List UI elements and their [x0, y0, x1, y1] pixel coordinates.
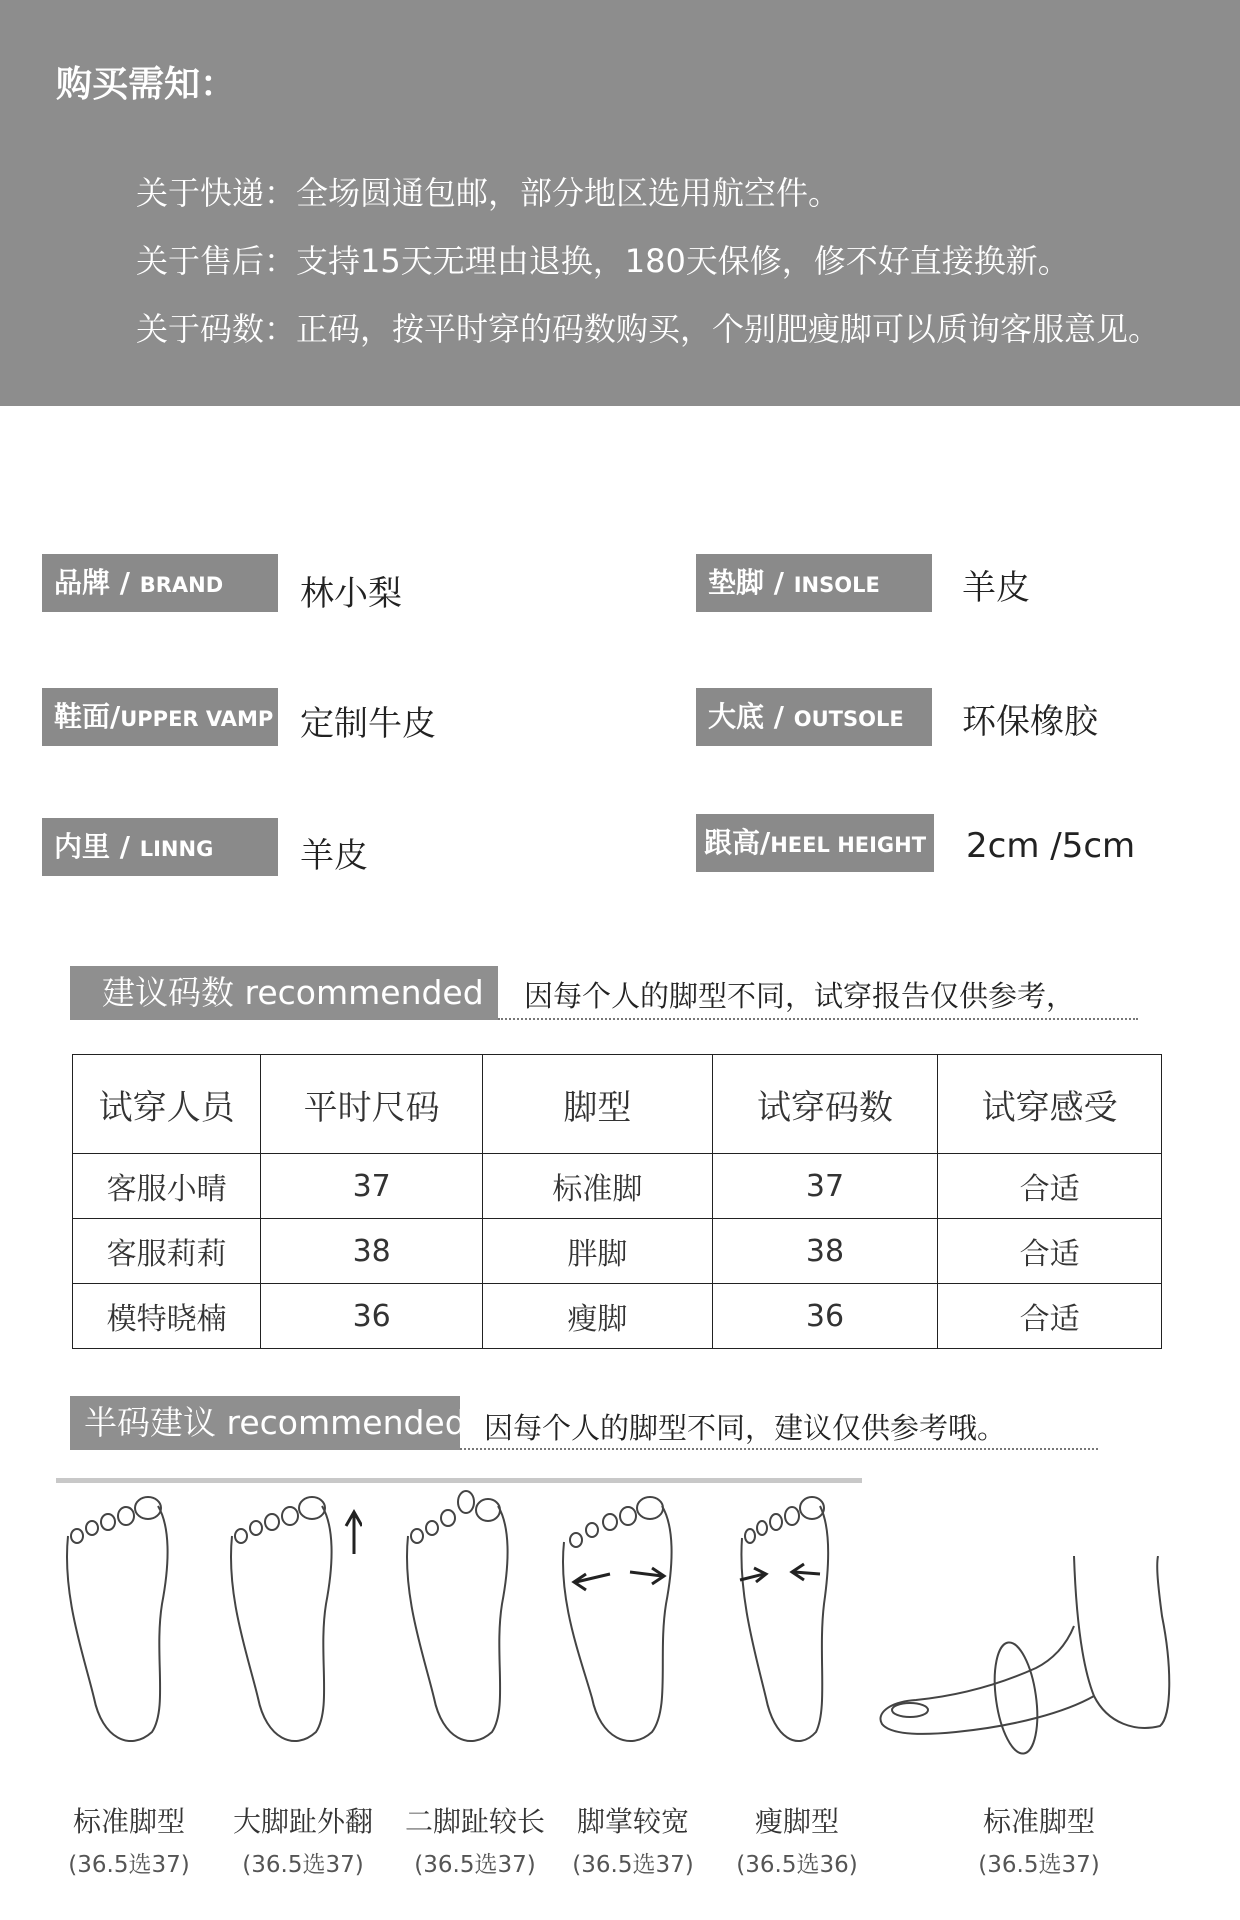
notice-aftersales: 关于售后：支持15天无理由退换，180天保修，修不好直接换新。 — [136, 242, 1070, 280]
table-cell: 37 — [712, 1154, 938, 1219]
foot-type-side-standard: 标准脚型 (36.5选37) — [978, 1805, 1100, 1878]
table-header: 试穿人员 — [73, 1055, 261, 1154]
table-cell: 38 — [261, 1219, 483, 1284]
table-cell: 36 — [712, 1284, 938, 1349]
recommend-heading: 建议码数 recommended — [70, 966, 498, 1020]
spec-label-heel: 跟高/HEEL HEIGHT — [696, 814, 934, 872]
half-size-heading: 半码建议 recommended — [70, 1396, 460, 1450]
trial-table — [72, 1054, 1162, 1349]
table-cell: 合适 — [938, 1154, 1162, 1219]
table-header: 试穿感受 — [938, 1055, 1162, 1154]
long-second-toe-icon — [398, 1486, 518, 1758]
notice-shipping: 关于快递：全场圆通包邮，部分地区选用航空件。 — [136, 174, 841, 212]
spec-value-outsole: 环保橡胶 — [962, 702, 1098, 742]
standard-foot-icon — [58, 1486, 178, 1758]
spec-label-insole: 垫脚 / INSOLE — [696, 554, 932, 612]
table-cell: 瘦脚 — [483, 1284, 713, 1349]
spec-label-upper: 鞋面/UPPER VAMP — [42, 688, 278, 746]
table-cell: 38 — [712, 1219, 938, 1284]
half-size-divider — [460, 1448, 1098, 1450]
foot-type-wide: 脚掌较宽 (36.5选37) — [572, 1805, 694, 1878]
spec-value-lining: 羊皮 — [300, 836, 368, 876]
table-header-row — [73, 1055, 1162, 1154]
side-foot-icon — [876, 1556, 1176, 1766]
table-header: 脚型 — [483, 1055, 713, 1154]
table-cell: 合适 — [938, 1284, 1162, 1349]
recommend-note: 因每个人的脚型不同，试穿报告仅供参考， — [524, 979, 1076, 1013]
wide-foot-icon — [558, 1486, 678, 1758]
foot-type-slim: 瘦脚型 (36.5选36) — [736, 1805, 858, 1878]
spec-value-insole: 羊皮 — [962, 568, 1030, 608]
half-size-note: 因每个人的脚型不同，建议仅供参考哦。 — [484, 1411, 1007, 1445]
spec-label-outsole: 大底 / OUTSOLE — [696, 688, 932, 746]
spec-value-upper: 定制牛皮 — [300, 704, 436, 744]
spec-label-lining: 内里 / LINNG — [42, 818, 278, 876]
table-cell: 合适 — [938, 1219, 1162, 1284]
recommend-divider — [498, 1018, 1138, 1020]
notice-title: 购买需知： — [56, 64, 237, 105]
purchase-notice — [0, 0, 1240, 406]
foot-diagram-rule — [56, 1478, 862, 1483]
table-cell: 模特晓楠 — [73, 1284, 261, 1349]
foot-type-bunion: 大脚趾外翻 (36.5选37) — [232, 1805, 373, 1878]
table-row — [73, 1219, 1162, 1284]
foot-type-long-second-toe: 二脚趾较长 (36.5选37) — [404, 1805, 545, 1878]
table-cell: 客服小晴 — [73, 1154, 261, 1219]
notice-sizing: 关于码数：正码，按平时穿的码数购买，个别肥瘦脚可以质询客服意见。 — [136, 310, 1161, 348]
table-cell: 客服莉莉 — [73, 1219, 261, 1284]
spec-value-heel: 2cm /5cm — [966, 826, 1136, 866]
table-cell: 胖脚 — [483, 1219, 713, 1284]
bunion-foot-icon — [222, 1486, 362, 1758]
foot-type-standard: 标准脚型 (36.5选37) — [68, 1805, 190, 1878]
table-header: 试穿码数 — [712, 1055, 938, 1154]
table-cell: 37 — [261, 1154, 483, 1219]
slim-foot-icon — [728, 1486, 838, 1758]
table-row — [73, 1284, 1162, 1349]
table-cell: 36 — [261, 1284, 483, 1349]
table-header: 平时尺码 — [261, 1055, 483, 1154]
table-cell: 标准脚 — [483, 1154, 713, 1219]
table-row — [73, 1154, 1162, 1219]
spec-label-brand: 品牌 / BRAND — [42, 554, 278, 612]
spec-value-brand: 林小梨 — [300, 574, 402, 614]
